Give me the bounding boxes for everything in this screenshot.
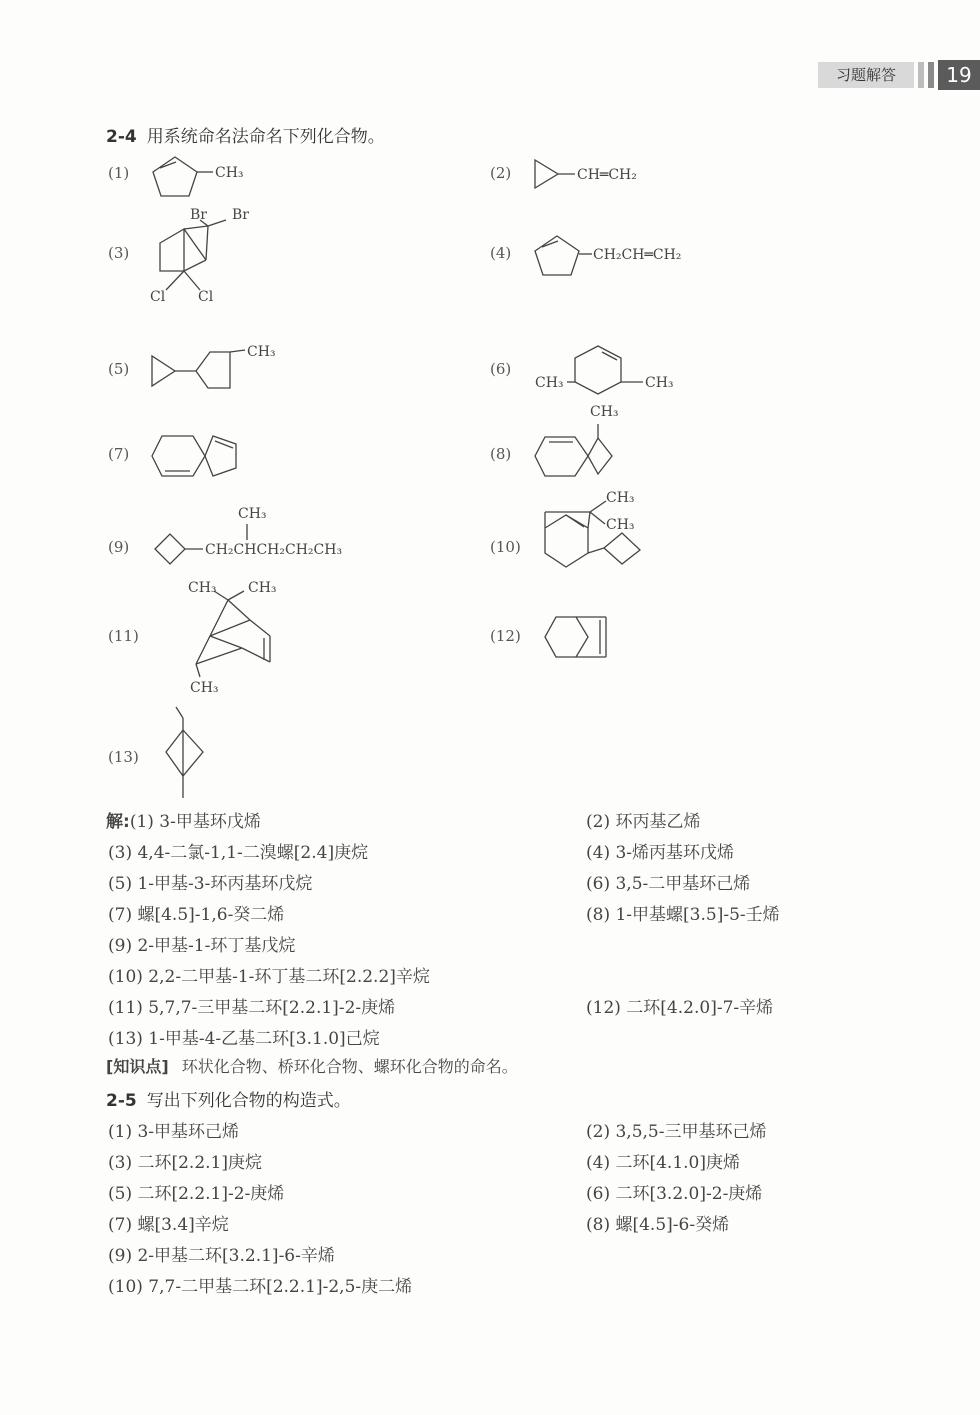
methyl-label: CH₃ — [606, 517, 635, 533]
structure-2 — [535, 160, 637, 188]
answer-5: (5) 1-甲基-3-环丙基环戊烷 — [108, 874, 313, 894]
structure-label: (1) — [108, 164, 130, 182]
answer-11: (11) 5,7,7-三甲基二环[2.2.1]-2-庚烯 — [108, 998, 396, 1018]
exercise-item: (6) 二环[3.2.0]-2-庚烯 — [586, 1184, 763, 1204]
methyl-label: CH₃ — [645, 375, 674, 391]
structure-4 — [535, 236, 681, 275]
structure-8 — [535, 404, 619, 476]
structure-10 — [545, 490, 640, 567]
exercise-item: (1) 3-甲基环己烯 — [108, 1122, 240, 1142]
exercise-item: (4) 二环[4.1.0]庚烯 — [586, 1153, 741, 1173]
structure-9 — [155, 506, 342, 564]
structure-label: (11) — [108, 627, 139, 645]
exercise-item: (9) 2-甲基二环[3.2.1]-6-辛烯 — [108, 1246, 335, 1266]
structure-label: (13) — [108, 748, 139, 766]
exercise-item: (2) 3,5,5-三甲基环己烯 — [586, 1122, 767, 1142]
structure-11 — [188, 580, 277, 696]
chloro-label: Cl — [150, 289, 166, 305]
question-number: 2-4 — [106, 127, 137, 147]
structure-12 — [545, 617, 606, 657]
knowledge-text: 环状化合物、桥环化合物、螺环化合物的命名。 — [181, 1057, 518, 1076]
exercise-item: (3) 二环[2.2.1]庚烷 — [108, 1153, 263, 1173]
knowledge-tag: [知识点] — [106, 1057, 169, 1076]
structure-3 — [150, 207, 249, 305]
structure-label: (2) — [490, 164, 512, 182]
answer-9: (9) 2-甲基-1-环丁基戊烷 — [108, 936, 296, 956]
structure-label: (12) — [490, 627, 521, 645]
answer-7: (7) 螺[4.5]-1,6-癸二烯 — [108, 905, 285, 925]
exercise-item: (5) 二环[2.2.1]-2-庚烯 — [108, 1184, 285, 1204]
methyl-label: CH₃ — [248, 580, 277, 596]
answer-8: (8) 1-甲基螺[3.5]-5-壬烯 — [586, 905, 780, 925]
question-number: 2-5 — [106, 1091, 137, 1111]
structure-label: (5) — [108, 360, 130, 378]
question-text: 用系统命名法命名下列化合物。 — [146, 127, 385, 147]
answer-4: (4) 3-烯丙基环戊烯 — [586, 843, 735, 863]
section-tab: 习题解答 — [818, 62, 914, 88]
methyl-label: CH₃ — [247, 344, 276, 360]
exercise-item: (8) 螺[4.5]-6-癸烯 — [586, 1215, 730, 1235]
methyl-label: CH₃ — [190, 680, 219, 696]
knowledge-point — [106, 1054, 518, 1077]
structure-label: (8) — [490, 445, 512, 463]
answer-6: (6) 3,5-二甲基环己烯 — [586, 874, 751, 894]
methyl-label: CH₃ — [590, 404, 619, 420]
answer-1: 解:(1) 3-甲基环戊烯 — [106, 812, 261, 832]
structure-6 — [535, 346, 674, 394]
structure-5 — [152, 344, 276, 388]
methyl-label: CH₃ — [535, 375, 564, 391]
answer-prefix: 解: — [106, 812, 130, 832]
structure-label: (3) — [108, 244, 130, 262]
answer-13: (13) 1-甲基-4-乙基二环[3.1.0]己烷 — [108, 1029, 380, 1049]
answer-12: (12) 二环[4.2.0]-7-辛烯 — [586, 998, 774, 1018]
question-text: 写出下列化合物的构造式。 — [146, 1091, 351, 1111]
structure-7 — [152, 436, 236, 476]
structure-label: (9) — [108, 538, 130, 556]
bromo-label: Br — [190, 207, 207, 223]
bromo-label: Br — [232, 207, 249, 223]
exercise-item: (10) 7,7-二甲基二环[2.2.1]-2,5-庚二烯 — [108, 1277, 413, 1297]
page-number: 19 — [938, 60, 980, 90]
structure-13 — [166, 707, 203, 798]
answer-10: (10) 2,2-二甲基-1-环丁基二环[2.2.2]辛烷 — [108, 967, 430, 987]
methyl-label: CH₃ — [215, 165, 244, 181]
structure-label: (7) — [108, 445, 130, 463]
allyl-label: CH₂CH═CH₂ — [593, 247, 682, 263]
vinyl-label: CH═CH₂ — [577, 167, 637, 183]
exercise-item: (7) 螺[3.4]辛烷 — [108, 1215, 229, 1235]
structure-label: (6) — [490, 360, 512, 378]
structure-label: (4) — [490, 244, 512, 262]
answer-2: (2) 环丙基乙烯 — [586, 812, 701, 832]
question-2-5-title — [106, 1086, 351, 1111]
chain-label: CH₂CHCH₂CH₂CH₃ — [205, 542, 343, 558]
methyl-label: CH₃ — [238, 506, 267, 522]
structure-1 — [153, 157, 244, 196]
methyl-label: CH₃ — [188, 580, 217, 596]
methyl-label: CH₃ — [606, 490, 635, 506]
answer-3: (3) 4,4-二氯-1,1-二溴螺[2.4]庚烷 — [108, 843, 369, 863]
structure-label: (10) — [490, 538, 521, 556]
chloro-label: Cl — [198, 289, 214, 305]
